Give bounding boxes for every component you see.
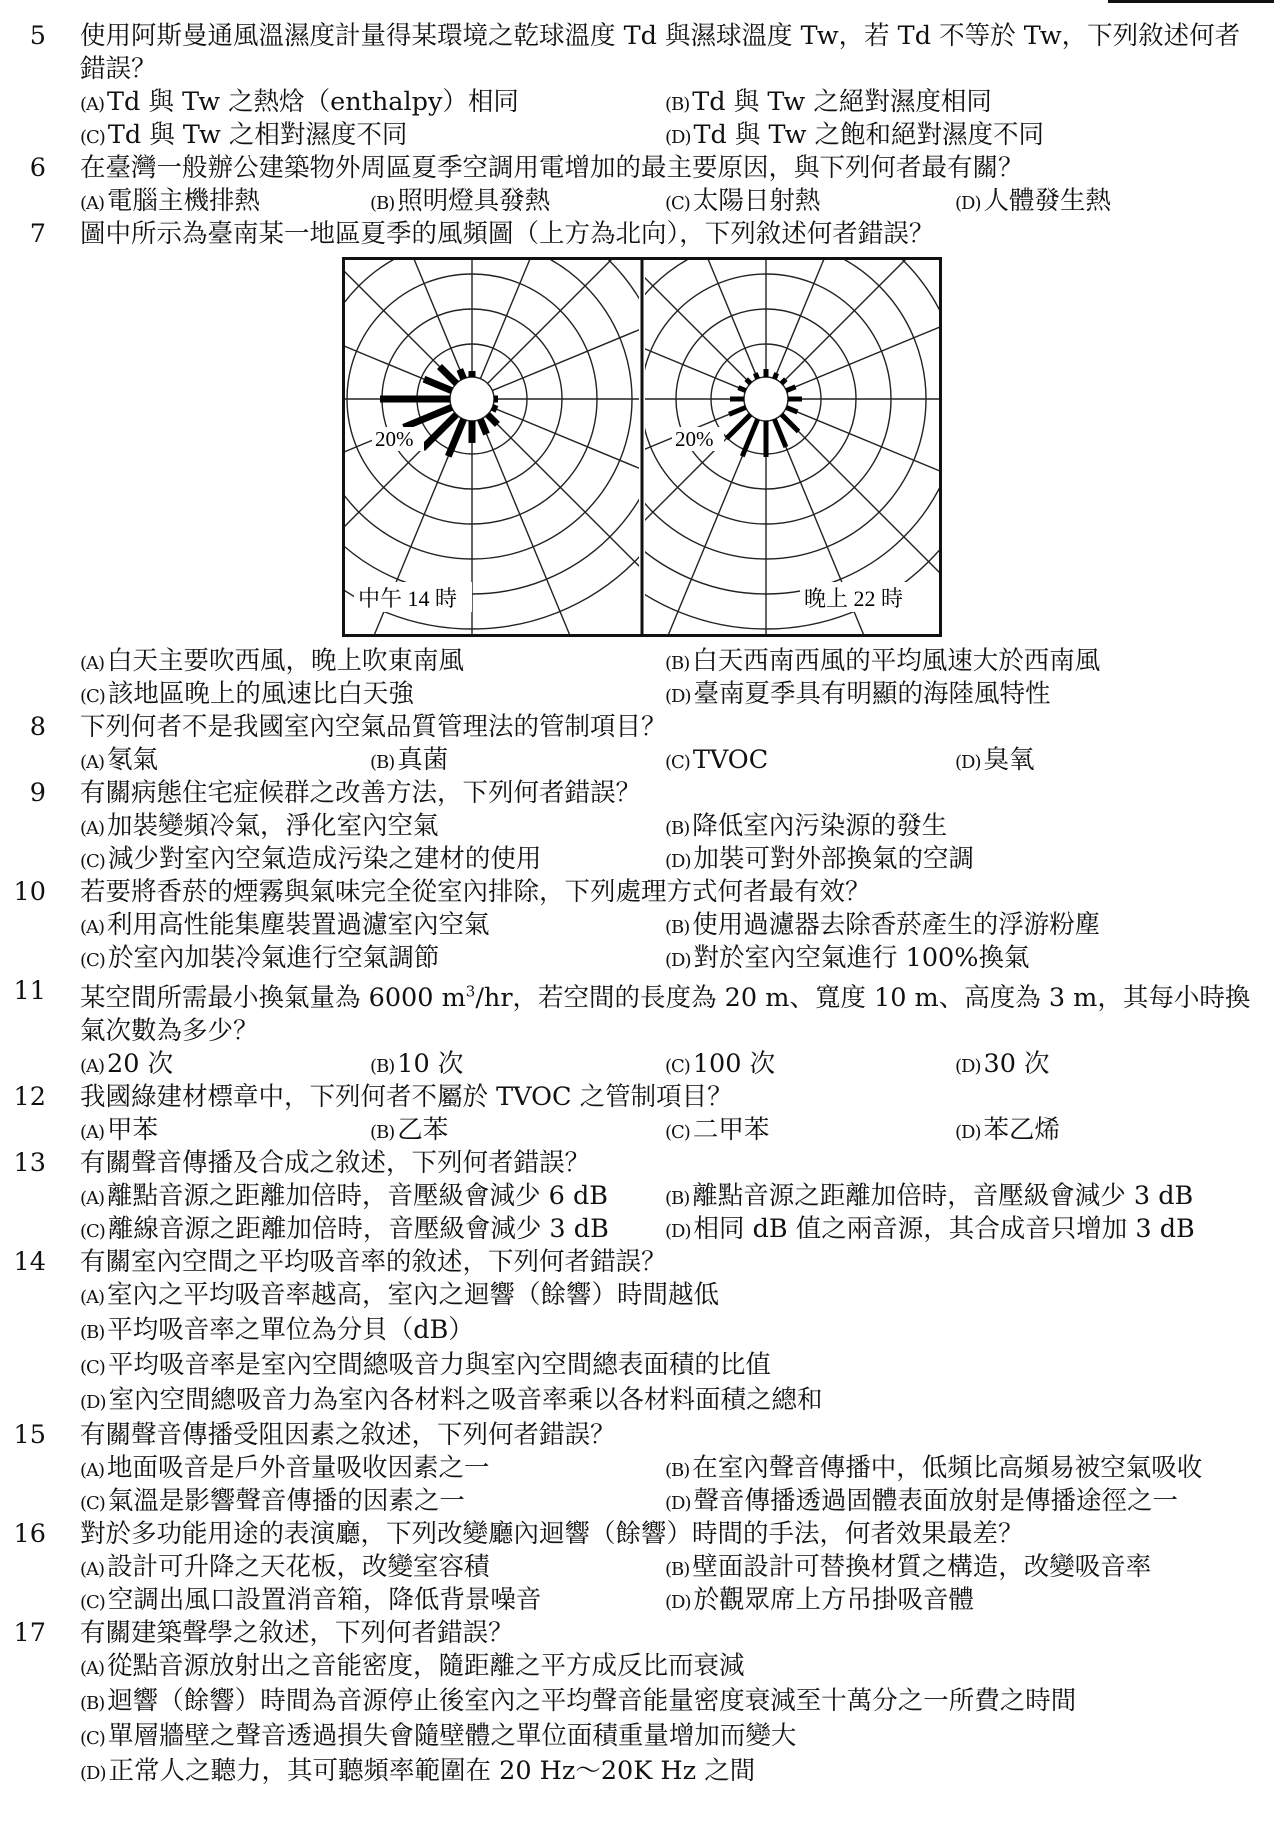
grid-spoke [786, 407, 942, 498]
question-number: 13 [13, 1147, 46, 1178]
scale-label-right: 20% [675, 427, 714, 451]
question-14 [0, 1246, 1274, 1419]
question-number: 10 [13, 877, 46, 907]
wind-rose-svg [342, 257, 942, 637]
time-label-right: 晚上 22 時 [804, 586, 904, 611]
option-d[interactable]: (D) Td 與 Tw 之飽和絕對濕度不同 [665, 120, 1045, 150]
option-a[interactable]: (A) 甲苯 [80, 1114, 159, 1145]
question-text: 在臺灣一般辦公建築物外周區夏季空調用電增加的最主要原因，與下列何者最有關？ [80, 153, 1024, 183]
option-d[interactable]: (D) 於觀眾席上方吊掛吸音體 [665, 1584, 974, 1615]
option-a[interactable]: (A) Td 與 Tw 之熱焓（enthalpy）相同 [80, 87, 519, 117]
option-c[interactable]: (C) 單層牆壁之聲音透過損失會隨壁體之單位面積重量增加而變大 [80, 1720, 797, 1751]
option-b[interactable]: (B) 乙苯 [370, 1114, 449, 1145]
grid-spoke [488, 257, 656, 383]
option-d[interactable]: (D) 30 次 [955, 1048, 1050, 1079]
question-6 [0, 152, 1274, 218]
question-text: 有關聲音傳播受阻因素之敘述，下列何者錯誤？ [80, 1419, 616, 1450]
wind-petal [774, 419, 785, 447]
time-label-left: 中午 14 時 [358, 586, 458, 611]
question-text: 若要將香菸的煙霧與氣味完全從室內排除，下列處理方式何者最有效？ [80, 877, 871, 907]
wind-petal [738, 388, 745, 391]
question-text: 某空間所需最小換氣量為 6000 $m^3/hr$，若空間的長度為 20 m、寬度 10 m、高度為 3 m，其每小時換氣次數為多少？ [80, 982, 1251, 1046]
grid-spoke [582, 257, 750, 383]
option-a[interactable]: (A) 20 次 [80, 1048, 174, 1079]
option-d[interactable]: (D) 正常人之聽力，其可聽頻率範圍在 20 Hz～20K Hz 之間 [80, 1755, 756, 1786]
exam-page [0, 20, 1274, 1790]
option-a[interactable]: (A) 電腦主機排熱 [80, 186, 261, 216]
wind-petal [782, 415, 799, 432]
question-9 [0, 777, 1274, 876]
question-15 [0, 1419, 1274, 1518]
option-b[interactable]: (B) 壁面設計可替換材質之構造，改變吸音率 [665, 1551, 1152, 1582]
question-text: 圖中所示為臺南某一地區夏季的風頻圖（上方為北向），下列敘述何者錯誤？ [80, 219, 935, 249]
question-10 [0, 876, 1274, 975]
question-number: 6 [29, 153, 46, 183]
option-b[interactable]: (B) 降低室內污染源的發生 [665, 811, 948, 841]
wind-petal [439, 366, 456, 383]
grid-spoke [782, 415, 942, 583]
question-number: 8 [29, 712, 46, 742]
grid-spoke [480, 257, 571, 379]
option-d[interactable]: (D) 人體發生熱 [955, 186, 1111, 216]
scale-label-left: 20% [375, 427, 414, 451]
option-b[interactable]: (B) 10 次 [370, 1048, 464, 1079]
question-text: 我國綠建材標章中，下列何者不屬於 TVOC 之管制項目？ [80, 1081, 733, 1112]
question-number: 17 [13, 1617, 46, 1648]
option-c[interactable]: (C) 該地區晚上的風速比白天強 [80, 679, 414, 709]
wind-petal [746, 379, 750, 383]
option-a[interactable]: (A) 離點音源之距離加倍時，音壓級會減少 6 dB [80, 1180, 609, 1211]
option-a[interactable]: (A) 白天主要吹西風，晚上吹東南風 [80, 646, 465, 676]
option-c[interactable]: (C) 氣溫是影響聲音傳播的因素之一 [80, 1485, 465, 1516]
wind-petal [774, 373, 776, 379]
header-rule [1108, 0, 1274, 3]
question-7 [0, 218, 1274, 711]
question-11 [0, 975, 1274, 1081]
option-a[interactable]: (A) 地面吸音是戶外音量吸收因素之一 [80, 1452, 490, 1483]
option-c[interactable]: (C) 減少對室內空氣造成污染之建材的使用 [80, 844, 542, 874]
option-c[interactable]: (C) TVOC [665, 745, 769, 775]
option-c[interactable]: (C) 於室內加裝冷氣進行空氣調節 [80, 943, 440, 973]
option-a[interactable]: (A) 加裝變頻冷氣，淨化室內空氣 [80, 811, 439, 841]
grid-spoke [373, 257, 464, 379]
question-number: 5 [29, 21, 46, 51]
wind-petal [492, 407, 497, 409]
option-c[interactable]: (C) 太陽日射熱 [665, 186, 821, 216]
option-d[interactable]: (D) 室內空間總吸音力為室內各材料之吸音率乘以各材料面積之總和 [80, 1384, 823, 1415]
question-12 [0, 1081, 1274, 1147]
grid-ring [342, 257, 632, 559]
option-a[interactable]: (A) 利用高性能集塵裝置過濾室內空氣 [80, 910, 490, 940]
question-number: 12 [13, 1081, 46, 1112]
wind-rose-figure [0, 257, 1274, 641]
option-b[interactable]: (B) 白天西南西風的平均風速大於西南風 [665, 646, 1101, 676]
question-number: 15 [13, 1419, 46, 1450]
question-8 [0, 711, 1274, 777]
grid-spoke [342, 300, 452, 391]
grid-ring [450, 377, 494, 421]
wind-petal [726, 415, 750, 439]
option-b[interactable]: (B) 在室內聲音傳播中，低頻比高頻易被空氣吸收 [665, 1452, 1203, 1483]
option-c[interactable]: (C) 100 次 [665, 1048, 776, 1079]
question-16 [0, 1518, 1274, 1617]
question-text: 對於多功能用途的表演廳，下列改變廳內迴響（餘響）時間的手法，何者效果最差？ [80, 1518, 1024, 1549]
wind-petal [786, 387, 795, 391]
question-13 [0, 1147, 1274, 1246]
wind-petal [742, 419, 757, 456]
question-text: 使用阿斯曼通風溫濕度計量得某環境之乾球溫度 Td 與濕球溫度 Tw，若 Td 不等於 Tw，下列敘述何者錯誤？ [80, 21, 1241, 84]
grid-spoke [667, 257, 758, 379]
option-d[interactable]: (D) 相同 dB 值之兩音源，其合成音只增加 3 dB [665, 1213, 1195, 1244]
question-5 [0, 20, 1274, 152]
question-text: 有關病態住宅症候群之改善方法，下列何者錯誤？ [80, 778, 642, 808]
option-a[interactable]: (A) 設計可升降之天花板，改變室容積 [80, 1551, 490, 1582]
question-number: 16 [13, 1518, 46, 1549]
option-d[interactable]: (D) 臺南夏季具有明顯的海陸風特性 [665, 679, 1051, 709]
option-d[interactable]: (D) 加裝可對外部換氣的空調 [665, 844, 974, 874]
option-c[interactable]: (C) 平均吸音率是室內空間總吸音力與室內空間總表面積的比值 [80, 1349, 771, 1380]
option-b[interactable]: (B) 真菌 [370, 745, 449, 775]
option-a[interactable]: (A) 從點音源放射出之音能密度，隨距離之平方成反比而衰減 [80, 1650, 745, 1681]
option-b[interactable]: (B) 使用過濾器去除香菸產生的浮游粉塵 [665, 910, 1101, 940]
wind-petal [755, 373, 757, 379]
wind-petal [786, 407, 797, 412]
option-b[interactable]: (B) Td 與 Tw 之絕對濕度相同 [665, 87, 992, 117]
wind-petal [480, 419, 486, 434]
grid-ring [744, 377, 788, 421]
option-c[interactable]: (C) 離線音源之距離加倍時，音壓級會減少 3 dB [80, 1213, 609, 1244]
question-number: 9 [29, 778, 46, 808]
question-text: 有關室內空間之平均吸音率的敘述，下列何者錯誤？ [80, 1246, 667, 1277]
question-text: 有關聲音傳播及合成之敘述，下列何者錯誤？ [80, 1147, 591, 1178]
question-number: 7 [29, 219, 46, 249]
option-d[interactable]: (D) 聲音傳播透過固體表面放射是傳播途徑之一 [665, 1485, 1178, 1516]
option-b[interactable]: (B) 照明燈具發熱 [370, 186, 551, 216]
question-number: 14 [13, 1246, 46, 1277]
grid-spoke [786, 300, 942, 391]
option-b[interactable]: (B) 平均吸音率之單位為分貝（dB） [80, 1314, 474, 1345]
wind-petal [729, 407, 746, 414]
option-b[interactable]: (B) 迴響（餘響）時間為音源停止後室內之平均聲音能量密度衰減至十萬分之一所費之時間 [80, 1685, 1077, 1716]
option-a[interactable]: (A) 室內之平均吸音率越高，室內之迴響（餘響）時間越低 [80, 1279, 720, 1310]
option-b[interactable]: (B) 離點音源之距離加倍時，音壓級會減少 3 dB [665, 1180, 1194, 1211]
grid-spoke [342, 407, 452, 498]
option-c[interactable]: (C) 二甲苯 [665, 1114, 770, 1145]
wind-petal [488, 415, 498, 425]
wind-petal [782, 379, 786, 383]
option-d[interactable]: (D) 臭氧 [955, 745, 1035, 775]
grid-spoke [774, 257, 865, 379]
option-d[interactable]: (D) 苯乙烯 [955, 1114, 1060, 1145]
option-c[interactable]: (C) Td 與 Tw 之相對濕度不同 [80, 120, 408, 150]
question-number: 11 [13, 976, 46, 1006]
question-text: 有關建築聲學之敘述，下列何者錯誤？ [80, 1617, 514, 1648]
option-c[interactable]: (C) 空調出風口設置消音箱，降低背景噪音 [80, 1584, 542, 1615]
wind-petal [460, 369, 464, 378]
question-17 [0, 1617, 1274, 1790]
question-text: 下列何者不是我國室內空氣品質管理法的管制項目？ [80, 712, 667, 742]
option-a[interactable]: (A) 氡氣 [80, 745, 159, 775]
wind-petal [424, 379, 452, 390]
option-d[interactable]: (D) 對於室內空氣進行 100%換氣 [665, 943, 1030, 973]
grid-ring [342, 257, 667, 594]
